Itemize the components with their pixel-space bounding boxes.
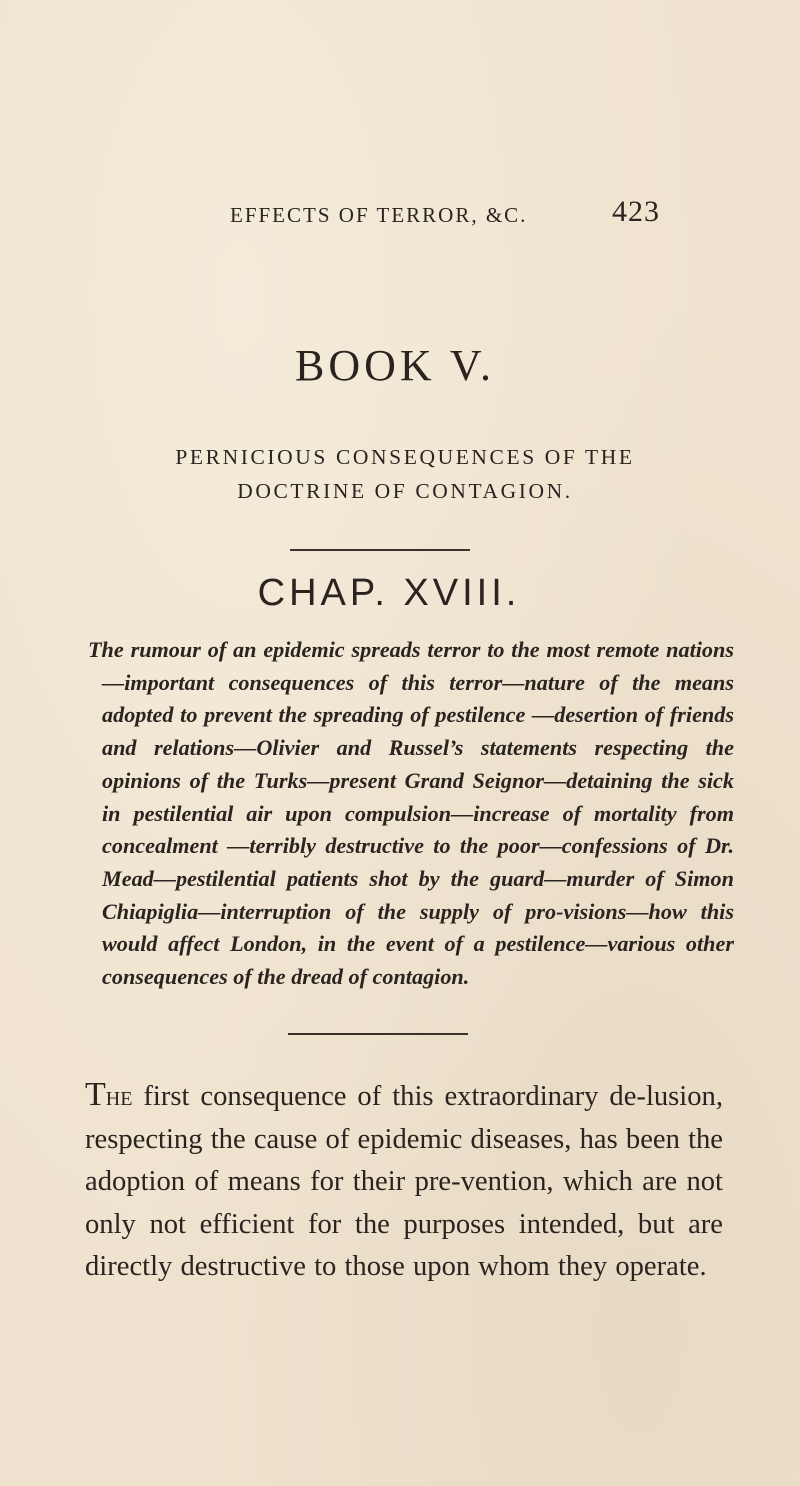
book-subtitle: PERNICIOUS CONSEQUENCES OF THE DOCTRINE OF CONTAGION.	[175, 445, 635, 503]
chapter-title: CHAP. XVIII.	[257, 572, 521, 614]
running-title: EFFECTS OF TERROR, &C.	[230, 203, 528, 227]
paragraph-text: first consequence of this extraordinary de-lusion, respecting the cause of epidemic diseases, has been the adoption of means for their pre-vention, which are not only not efficient for the purposes intended, but are directly destructive to those upon whom they operate.	[85, 1081, 723, 1282]
drop-cap: T	[85, 1076, 106, 1113]
synopsis-divider-rule	[288, 1033, 468, 1035]
section-divider-rule	[290, 549, 470, 551]
book-title: BOOK V.	[295, 341, 495, 390]
chapter-synopsis: The rumour of an epidemic spreads terror to the most remote nations—important consequences of this terror—nature of the means adopted to prevent the spreading of pestilence —desertion of friends and relations—Olivier and Russel’s statements respecting the opinions of the Turks—present Grand Seignor—detaining the sick in pestilential air upon compulsion—increase of mortality from concealment —terribly destructive to the poor—confessions of Dr. Mead—pestilential patients shot by the guard—murder of Simon Chiapiglia—interruption of the supply of pro-visions—how this would affect London, in the event of a pestilence—various other consequences of the dread of contagion.	[88, 637, 734, 990]
body-paragraph	[85, 1074, 723, 1289]
opening-small-caps: he	[105, 1081, 133, 1112]
page-number: 423	[612, 195, 660, 228]
running-head	[200, 195, 660, 235]
